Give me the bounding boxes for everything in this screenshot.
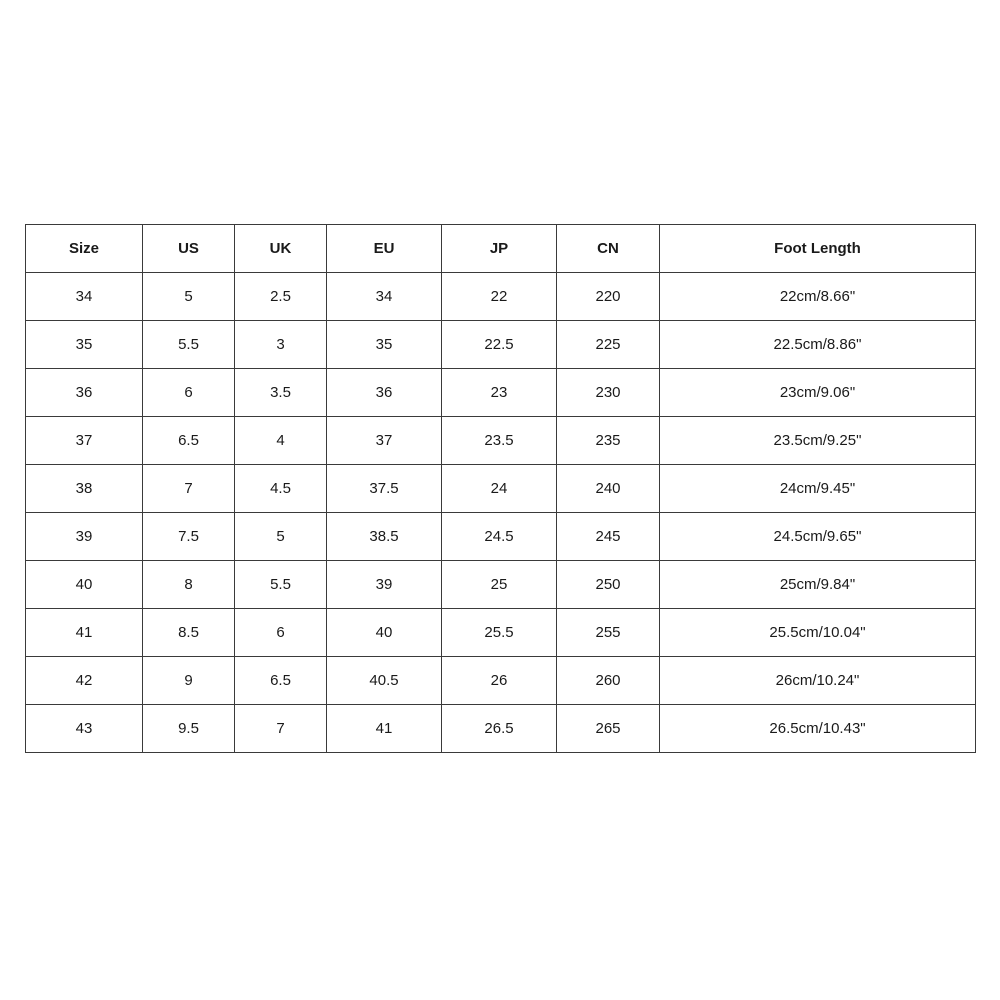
cell-eu: 37.5: [327, 465, 442, 513]
cell-jp: 25.5: [442, 609, 557, 657]
cell-size: 36: [26, 369, 143, 417]
cell-cn: 240: [557, 465, 660, 513]
cell-foot-length: 26cm/10.24": [660, 657, 976, 705]
cell-uk: 6: [235, 609, 327, 657]
size-rows: [26, 273, 976, 753]
cell-us: 9: [143, 657, 235, 705]
cell-us: 6.5: [143, 417, 235, 465]
cell-size: 39: [26, 513, 143, 561]
cell-size: 41: [26, 609, 143, 657]
cell-cn: 260: [557, 657, 660, 705]
cell-foot-length: 25.5cm/10.04": [660, 609, 976, 657]
cell-foot-length: 25cm/9.84": [660, 561, 976, 609]
cell-cn: 230: [557, 369, 660, 417]
header-uk: UK: [235, 225, 327, 273]
cell-cn: 220: [557, 273, 660, 321]
header-cn: CN: [557, 225, 660, 273]
cell-uk: 4.5: [235, 465, 327, 513]
cell-cn: 235: [557, 417, 660, 465]
header-size: Size: [26, 225, 143, 273]
cell-uk: 4: [235, 417, 327, 465]
cell-cn: 265: [557, 705, 660, 753]
cell-cn: 225: [557, 321, 660, 369]
cell-jp: 23: [442, 369, 557, 417]
cell-foot-length: 22.5cm/8.86": [660, 321, 976, 369]
cell-uk: 5.5: [235, 561, 327, 609]
cell-size: 38: [26, 465, 143, 513]
cell-size: 42: [26, 657, 143, 705]
header-foot-length: Foot Length: [660, 225, 976, 273]
header-jp: JP: [442, 225, 557, 273]
cell-jp: 22: [442, 273, 557, 321]
table-row: [26, 321, 976, 369]
cell-size: 37: [26, 417, 143, 465]
header-eu: EU: [327, 225, 442, 273]
cell-eu: 36: [327, 369, 442, 417]
table-row: [26, 417, 976, 465]
table-row: [26, 369, 976, 417]
table-row: [26, 609, 976, 657]
cell-size: 34: [26, 273, 143, 321]
cell-foot-length: 22cm/8.66": [660, 273, 976, 321]
table-row: [26, 465, 976, 513]
cell-eu: 34: [327, 273, 442, 321]
table-row: [26, 657, 976, 705]
cell-uk: 3.5: [235, 369, 327, 417]
cell-eu: 35: [327, 321, 442, 369]
cell-uk: 7: [235, 705, 327, 753]
cell-foot-length: 23cm/9.06": [660, 369, 976, 417]
cell-foot-length: 23.5cm/9.25": [660, 417, 976, 465]
cell-uk: 6.5: [235, 657, 327, 705]
table-row: [26, 705, 976, 753]
cell-eu: 37: [327, 417, 442, 465]
cell-size: 43: [26, 705, 143, 753]
cell-jp: 23.5: [442, 417, 557, 465]
cell-jp: 22.5: [442, 321, 557, 369]
cell-uk: 3: [235, 321, 327, 369]
cell-jp: 24: [442, 465, 557, 513]
size-chart-table: [25, 224, 976, 753]
cell-uk: 5: [235, 513, 327, 561]
cell-jp: 24.5: [442, 513, 557, 561]
cell-us: 8.5: [143, 609, 235, 657]
cell-eu: 39: [327, 561, 442, 609]
table-row: [26, 561, 976, 609]
cell-cn: 255: [557, 609, 660, 657]
cell-eu: 41: [327, 705, 442, 753]
cell-foot-length: 24.5cm/9.65": [660, 513, 976, 561]
cell-uk: 2.5: [235, 273, 327, 321]
cell-size: 40: [26, 561, 143, 609]
cell-us: 6: [143, 369, 235, 417]
cell-cn: 245: [557, 513, 660, 561]
cell-us: 7: [143, 465, 235, 513]
cell-us: 5.5: [143, 321, 235, 369]
cell-foot-length: 24cm/9.45": [660, 465, 976, 513]
cell-size: 35: [26, 321, 143, 369]
table-row: [26, 513, 976, 561]
cell-eu: 38.5: [327, 513, 442, 561]
cell-cn: 250: [557, 561, 660, 609]
header-row: [26, 225, 976, 273]
cell-jp: 26: [442, 657, 557, 705]
cell-jp: 25: [442, 561, 557, 609]
table-row: [26, 273, 976, 321]
cell-us: 7.5: [143, 513, 235, 561]
cell-foot-length: 26.5cm/10.43": [660, 705, 976, 753]
cell-eu: 40.5: [327, 657, 442, 705]
cell-us: 9.5: [143, 705, 235, 753]
cell-us: 8: [143, 561, 235, 609]
cell-jp: 26.5: [442, 705, 557, 753]
cell-eu: 40: [327, 609, 442, 657]
cell-us: 5: [143, 273, 235, 321]
header-us: US: [143, 225, 235, 273]
